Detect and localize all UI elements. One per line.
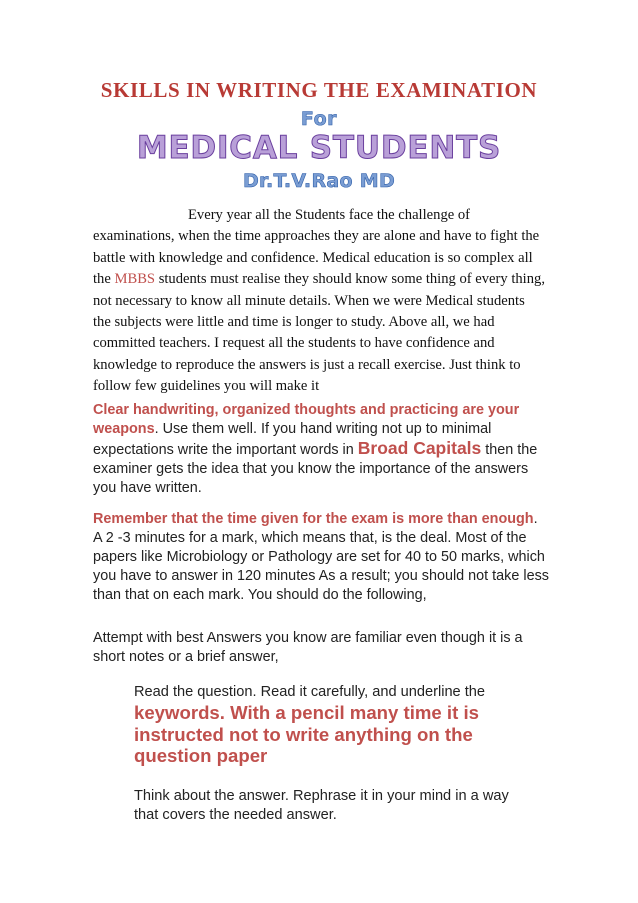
handwriting-lead: Clear handwriting, organized thoughts and practicing are your weapons (93, 402, 520, 437)
document-title: SKILLS IN WRITING THE EXAMINATION (100, 78, 538, 102)
mbbs-highlight: MBBS (114, 271, 156, 288)
broad-capitals-emphasis: Broad Capitals (357, 438, 482, 458)
keywords-emphasis: keywords. With a pencil many time it is instructed not to write anything on the question paper (134, 702, 479, 766)
handwriting-text-2: then the examiner gets the idea that you know the importance of the answers you have written. (93, 442, 538, 496)
list-item-read-question (134, 683, 534, 767)
attempt-paragraph: Attempt with best Answers you know are familiar even though it is a short notes or a brief answer, (93, 630, 523, 665)
intro-paragraph (93, 205, 545, 398)
read-question-text: Read the question. Read it carefully, and underline the (134, 684, 486, 700)
time-lead: Remember that the time given for the exam is more than enough (93, 511, 534, 527)
author-name: Dr.T.V.Rao MD (242, 170, 396, 192)
list-item-think-answer: Think about the answer. Rephrase it in your mind in a way that covers the needed answer. (134, 788, 509, 823)
for-heading: For (300, 108, 338, 130)
intro-text-part2: students must realise they should know some thing of every thing, not necessary to know all minute details. When we were Medical students the subjects were little and time is longer to study. Above all, we had committed teachers. I request all the students to have confidence and knowledge to reproduce the answers is just a recall exercise. Just think to follow few guidelines you will make it (93, 271, 545, 395)
intro-text-part1: Every year all the Students face the challenge of examinations, when the time approaches they are alone and have to fight the battle with knowledge and confidence. Medical education is so complex all the (93, 207, 540, 288)
subtitle-medical-students: MEDICAL STUDENTS (136, 130, 502, 166)
time-text: . A 2 -3 minutes for a mark, which means that, is the deal. Most of the papers like Microbiology or Pathology are set for 40 to 50 marks, which you have to answer in 120 minutes As a result; you should not take less than that on each mark. You should do the following, (93, 511, 549, 603)
handwriting-paragraph (93, 401, 549, 498)
handwriting-text-1: . Use them well. If you hand writing not up to minimal expectations write the important words in (93, 421, 492, 458)
time-paragraph (93, 510, 549, 605)
